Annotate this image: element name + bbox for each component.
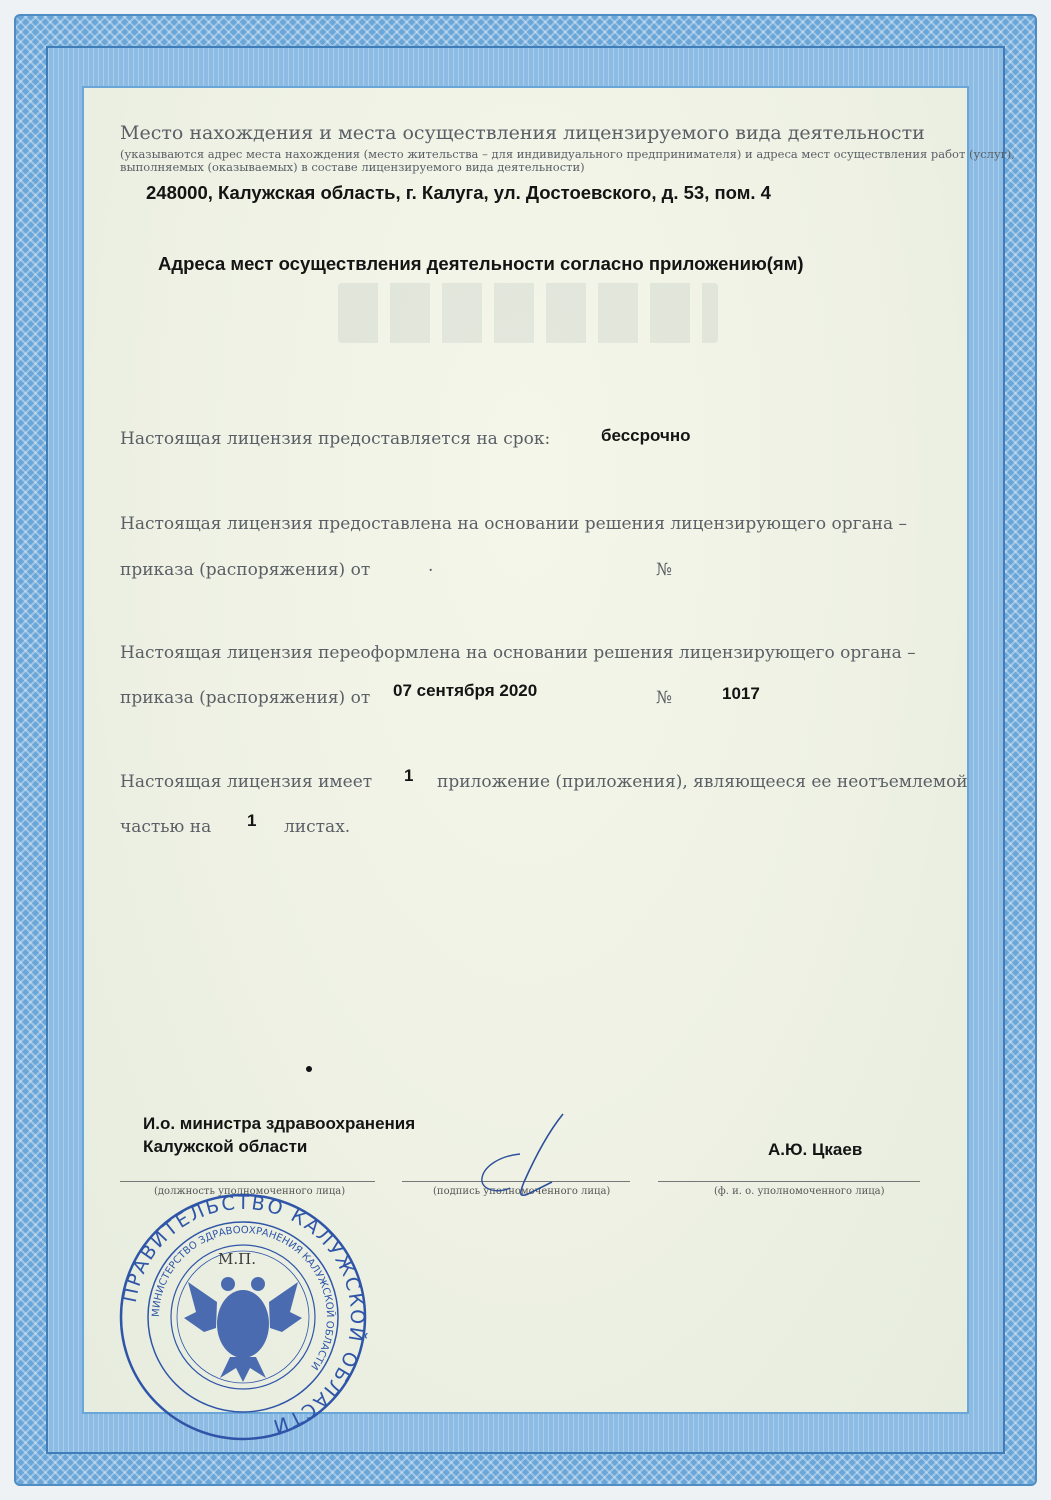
appendix-label-start: Настоящая лицензия имеет <box>120 772 373 792</box>
signatory-position-line2: Калужской области <box>143 1137 308 1156</box>
ink-dot <box>306 1066 312 1072</box>
handwritten-signature <box>470 1110 580 1210</box>
official-seal-icon <box>118 1192 368 1442</box>
granted-order-label: приказа (распоряжения) от <box>120 560 371 580</box>
appendix-sheets-label-end: листах. <box>284 817 351 837</box>
reissued-line1: Настоящая лицензия переоформлена на основании решения лицензирующего органа – <box>120 643 916 663</box>
reissued-number-sign: № <box>656 688 673 708</box>
address-value: 248000, Калужская область, г. Калуга, ул. Достоевского, д. 53, пом. 4 <box>146 182 771 203</box>
places-value: Адреса мест осуществления деятельности согласно приложению(ям) <box>158 253 804 274</box>
seal-outer-text: ПРАВИТЕЛЬСТВО КАЛУЖСКОЙ ОБЛАСТИ <box>118 1192 368 1438</box>
signatory-name: А.Ю. Цкаев <box>768 1140 863 1159</box>
appendix-label-mid: приложение (приложения), являющееся ее неотъемлемой <box>437 772 968 792</box>
caption-name: (ф. и. о. уполномоченного лица) <box>714 1186 885 1197</box>
term-value: бессрочно <box>601 426 691 445</box>
reissued-number: 1017 <box>722 684 760 703</box>
double-headed-eagle-icon <box>184 1277 302 1382</box>
term-label: Настоящая лицензия предоставляется на срок: <box>120 429 551 449</box>
signatory-position-line1: И.о. министра здравоохранения <box>143 1114 416 1133</box>
appendix-sheets: 1 <box>247 811 257 830</box>
seal-inner-text: МИНИСТЕРСТВО ЗДРАВООХРАНЕНИЯ КАЛУЖСКОЙ ОБЛАСТИ <box>150 1224 336 1372</box>
caption-position: (должность уполномоченного лица) <box>154 1186 346 1197</box>
location-note-line1: (указываются адрес места нахождения (место жительства – для индивидуального предпринимателя) и адреса мест осуществления работ (услуг), <box>120 147 1015 161</box>
reissued-order-label: приказа (распоряжения) от <box>120 688 371 708</box>
position-rule <box>120 1181 375 1182</box>
location-note-line2: выполняемых (оказываемых) в составе лицензируемого вида деятельности) <box>120 160 585 174</box>
watermark <box>338 283 718 343</box>
seal-place-label: М.П. <box>218 1250 256 1268</box>
granted-line1: Настоящая лицензия предоставлена на основании решения лицензирующего органа – <box>120 514 908 534</box>
caption-signature: (подпись уполномоченного лица) <box>433 1186 611 1197</box>
granted-number-sign: № <box>656 560 673 580</box>
reissued-date: 07 сентября 2020 <box>393 681 538 700</box>
name-rule <box>658 1181 920 1182</box>
appendix-count: 1 <box>404 766 414 785</box>
granted-date: . <box>428 556 434 576</box>
appendix-sheets-label-start: частью на <box>120 817 212 837</box>
location-heading: Место нахождения и места осуществления лицензируемого вида деятельности <box>120 122 925 144</box>
